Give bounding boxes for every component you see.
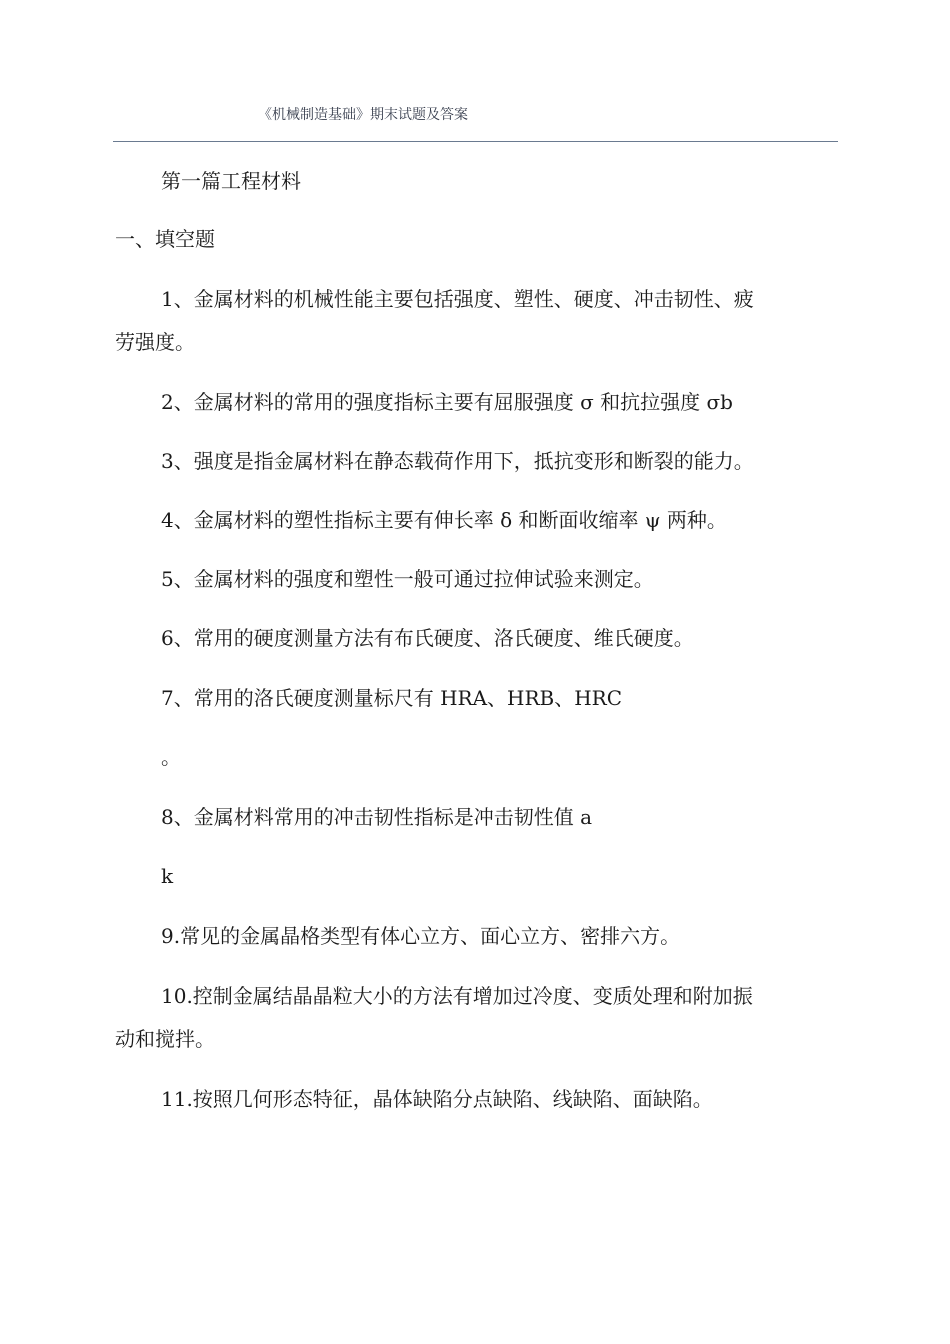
item-7-line-1: 7、常用的洛氏硬度测量标尺有 HRA、HRB、HRC bbox=[161, 686, 623, 710]
item-2: 2、金属材料的常用的强度指标主要有屈服强度 σ 和抗拉强度 σb bbox=[161, 390, 733, 414]
item-4: 4、金属材料的塑性指标主要有伸长率 δ 和断面收缩率 ψ 两种。 bbox=[161, 508, 727, 532]
item-1-line-2: 劳强度。 bbox=[115, 330, 195, 354]
item-7-line-2: 。 bbox=[161, 745, 181, 769]
item-8-line-1: 8、金属材料常用的冲击韧性指标是冲击韧性值 a bbox=[161, 805, 593, 829]
part-title: 一、填空题 bbox=[115, 227, 215, 251]
item-3: 3、强度是指金属材料在静态载荷作用下，抵抗变形和断裂的能力。 bbox=[161, 449, 754, 473]
section-title: 第一篇工程材料 bbox=[161, 169, 301, 193]
item-11: 11.按照几何形态特征，晶体缺陷分点缺陷、线缺陷、面缺陷。 bbox=[161, 1087, 713, 1111]
item-8-line-2: k bbox=[161, 864, 174, 888]
item-10-line-1: 10.控制金属结晶晶粒大小的方法有增加过冷度、变质处理和附加振 bbox=[161, 984, 753, 1008]
item-1-line-1: 1、金属材料的机械性能主要包括强度、塑性、硬度、冲击韧性、疲 bbox=[161, 287, 754, 311]
item-6: 6、常用的硬度测量方法有布氏硬度、洛氏硬度、维氏硬度。 bbox=[161, 626, 694, 650]
item-9: 9.常见的金属晶格类型有体心立方、面心立方、密排六方。 bbox=[161, 924, 681, 948]
header-divider bbox=[113, 141, 838, 142]
item-10-line-2: 动和搅拌。 bbox=[115, 1027, 215, 1051]
page-header: 《机械制造基础》期末试题及答案 bbox=[258, 107, 468, 123]
item-5: 5、金属材料的强度和塑性一般可通过拉伸试验来测定。 bbox=[161, 567, 654, 591]
